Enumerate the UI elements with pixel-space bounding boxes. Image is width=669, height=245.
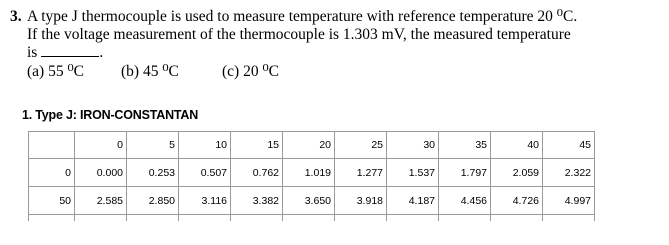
question-text-line-3: is — [27, 44, 38, 61]
answer-blank — [41, 44, 99, 57]
table-row — [29, 187, 595, 215]
table-cell: 4.456 — [439, 187, 491, 215]
column-header: 5 — [127, 132, 179, 159]
table-row-partial — [29, 215, 595, 222]
answer-options — [10, 63, 660, 81]
question-text-line-1: A type J thermocouple is used to measure temperature with reference temperature 20 ⁰C. — [27, 8, 578, 25]
option-a: (a) 55 ⁰C — [27, 63, 85, 80]
table-cell: 0.762 — [231, 159, 283, 187]
table-cell: 1.797 — [439, 159, 491, 187]
table-cell: 3.918 — [335, 187, 387, 215]
row-header: 0 — [29, 159, 75, 187]
column-header: 35 — [439, 132, 491, 159]
column-header: 45 — [543, 132, 595, 159]
table-title: 1. Type J: IRON-CONSTANTAN — [22, 108, 199, 122]
column-header: 0 — [75, 132, 127, 159]
question-number: 3. — [10, 8, 22, 25]
row-header: 50 — [29, 187, 75, 215]
column-header: 40 — [491, 132, 543, 159]
table-cell: 3.650 — [283, 187, 335, 215]
table-cell: 0.000 — [75, 159, 127, 187]
question-line-2 — [10, 26, 660, 44]
column-header: 10 — [179, 132, 231, 159]
question-line-1 — [10, 8, 660, 26]
table-cell: 3.382 — [231, 187, 283, 215]
question-block — [10, 8, 660, 81]
table-cell: 0.507 — [179, 159, 231, 187]
column-header: 30 — [387, 132, 439, 159]
table-cell: 1.019 — [283, 159, 335, 187]
option-c: (c) 20 ⁰C — [222, 63, 280, 80]
table-cell: 0.253 — [127, 159, 179, 187]
table-cell: 2.322 — [543, 159, 595, 187]
column-header: 15 — [231, 132, 283, 159]
table-cell: 4.997 — [543, 187, 595, 215]
table-cell: 2.585 — [75, 187, 127, 215]
header-corner-cell — [29, 132, 75, 159]
table-header-row — [29, 132, 595, 159]
question-text-line-2: If the voltage measurement of the thermocouple is 1.303 mV, the measured temperature — [27, 26, 571, 43]
table-cell: 2.850 — [127, 187, 179, 215]
question-line-3-end: . — [99, 44, 104, 61]
table-cell: 1.537 — [387, 159, 439, 187]
question-line-3 — [10, 44, 660, 62]
table-cell: 4.726 — [491, 187, 543, 215]
option-b: (b) 45 ⁰C — [121, 63, 179, 80]
thermocouple-table — [28, 131, 595, 221]
table-cell: 3.116 — [179, 187, 231, 215]
column-header: 20 — [283, 132, 335, 159]
table-row — [29, 159, 595, 187]
column-header: 25 — [335, 132, 387, 159]
table-cell: 1.277 — [335, 159, 387, 187]
table-cell: 2.059 — [491, 159, 543, 187]
table-cell: 4.187 — [387, 187, 439, 215]
